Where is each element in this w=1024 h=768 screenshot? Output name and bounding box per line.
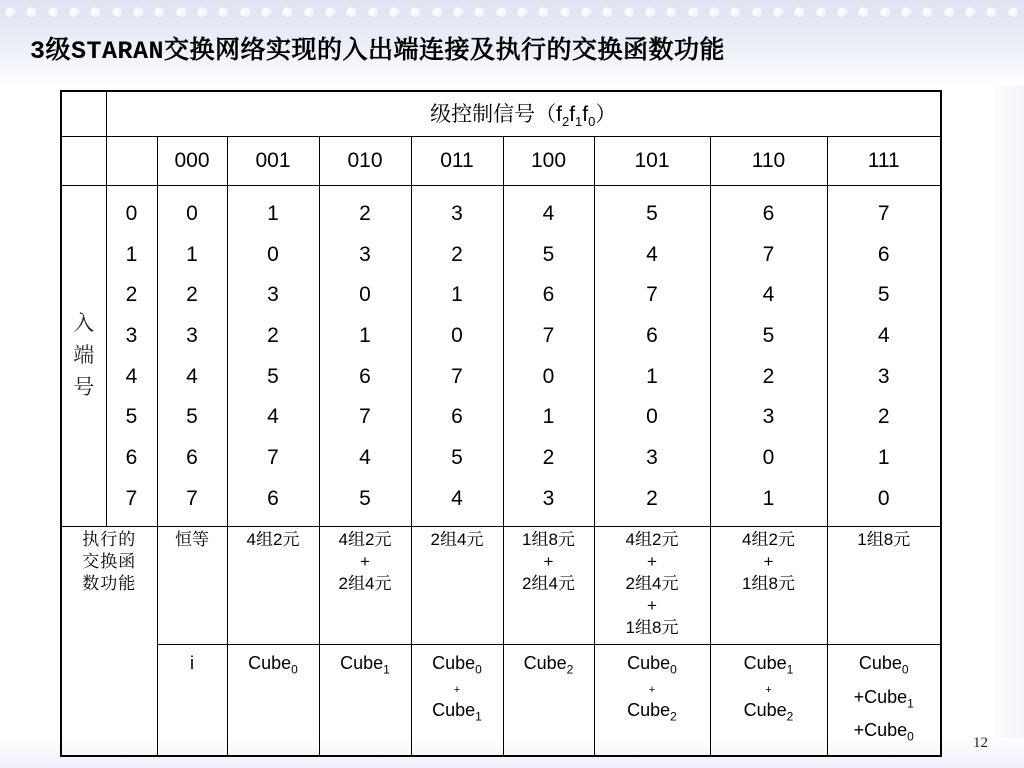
port-number: 5	[451, 446, 463, 470]
port-number: 4	[646, 242, 658, 266]
port-number: 6	[762, 202, 775, 225]
port-number: 3	[646, 446, 658, 470]
port-number: 4	[542, 202, 555, 225]
function-label: 执行的 交换函 数功能	[61, 527, 157, 757]
function-cell	[227, 527, 319, 645]
output-column	[319, 186, 411, 527]
function-text: +	[360, 552, 370, 571]
output-column	[227, 186, 319, 527]
port-number: 7	[451, 364, 463, 388]
control-signal-header: 级控制信号$(f_2f_1f_0)$	[106, 91, 941, 137]
port-number: 1	[267, 202, 279, 225]
port-number: 1	[125, 242, 138, 266]
port-number: 0	[646, 405, 658, 429]
output-column	[594, 186, 710, 527]
port-number: 1	[359, 324, 371, 348]
col-header: 101	[594, 137, 710, 186]
port-number: 2	[762, 364, 775, 388]
col-header: 011	[411, 137, 503, 186]
port-number: 3	[762, 405, 775, 429]
function-text: 2组4元	[522, 574, 575, 593]
input-port-label: 入 端 号	[61, 186, 106, 527]
cube-cell: Cube$_1$ + Cube$_2$	[710, 645, 827, 757]
port-number: 3	[542, 486, 555, 510]
cube-cell: Cube$_1$	[319, 645, 411, 757]
function-cell	[411, 527, 503, 645]
header-row-control	[61, 91, 941, 137]
port-number: 7	[125, 486, 138, 510]
port-number: 3	[359, 242, 371, 266]
input-ports-column	[106, 186, 157, 527]
port-number: 2	[451, 242, 463, 266]
permutation-row	[61, 186, 941, 527]
function-text: +	[647, 552, 657, 571]
port-number: 4	[125, 364, 138, 388]
col-header: 001	[227, 137, 319, 186]
function-text: +	[543, 552, 554, 571]
col-header: 110	[710, 137, 827, 186]
function-text: +	[763, 552, 774, 571]
port-number: 6	[542, 283, 555, 307]
function-row	[61, 527, 941, 645]
port-number: 4	[186, 364, 198, 388]
col-header: 010	[319, 137, 411, 186]
port-number: 5	[542, 242, 555, 266]
port-number: 6	[359, 364, 371, 388]
port-number: 3	[186, 324, 198, 348]
output-column	[710, 186, 827, 527]
port-number: 5	[762, 324, 775, 348]
output-column	[157, 186, 227, 527]
port-number: 0	[542, 364, 555, 388]
function-cell	[157, 527, 227, 645]
port-number: 5	[267, 364, 279, 388]
function-text: 4组2元	[625, 530, 679, 549]
cube-cell: Cube$_0$ + Cube$_1$	[411, 645, 503, 757]
col-header: 100	[503, 137, 594, 186]
function-text: 4组2元	[742, 530, 795, 549]
output-column	[827, 186, 941, 527]
function-text: +	[647, 596, 657, 615]
port-number: 2	[646, 486, 658, 510]
slide-title: 3级STARAN交换网络实现的入出端连接及执行的交换函数功能	[30, 37, 726, 66]
cube-cell: Cube$_0$	[227, 645, 319, 757]
port-number: 1	[762, 486, 775, 510]
header-row-codes	[61, 137, 941, 186]
function-cell	[319, 527, 411, 645]
port-number: 3	[267, 283, 279, 307]
port-number: 7	[762, 242, 775, 266]
port-number: 7	[542, 324, 555, 348]
port-number: 5	[359, 486, 371, 510]
side-decoration	[988, 86, 1024, 738]
port-number: 2	[877, 405, 890, 429]
port-number: 6	[646, 324, 658, 348]
cube-row	[61, 645, 941, 757]
port-number: 7	[877, 202, 890, 225]
output-column	[411, 186, 503, 527]
port-number: 1	[451, 283, 463, 307]
port-number: 0	[186, 202, 198, 225]
function-cell	[710, 527, 827, 645]
port-number: 1	[186, 242, 198, 266]
port-number: 5	[125, 405, 138, 429]
port-number: 2	[267, 324, 279, 348]
port-number: 1	[542, 405, 555, 429]
port-number: 0	[267, 242, 279, 266]
function-text: 1组8元	[522, 530, 575, 549]
port-number: 5	[186, 405, 198, 429]
cube-cell: Cube$_2$	[503, 645, 594, 757]
port-number: 7	[646, 283, 658, 307]
port-number: 3	[125, 324, 138, 348]
port-number: 1	[646, 364, 658, 388]
col-header: 000	[157, 137, 227, 186]
port-number: 6	[451, 405, 463, 429]
port-number: 1	[877, 446, 890, 470]
staran-table	[60, 90, 942, 757]
port-number: 2	[542, 446, 555, 470]
function-text: 4组2元	[338, 530, 392, 549]
port-number: 2	[186, 283, 198, 307]
port-number: 5	[646, 202, 658, 225]
cube-cell: Cube$_0$ + Cube$_2$	[594, 645, 710, 757]
port-number: 3	[451, 202, 463, 225]
port-number: 0	[877, 486, 890, 510]
dot-border	[0, 4, 1024, 20]
function-text: 1组8元	[625, 618, 679, 637]
port-number: 6	[186, 446, 198, 470]
function-cell	[827, 527, 941, 645]
port-number: 0	[762, 446, 775, 470]
port-number: 7	[186, 486, 198, 510]
port-number: 6	[267, 486, 279, 510]
port-number: 2	[359, 202, 371, 225]
output-column	[503, 186, 594, 527]
port-number: 5	[877, 283, 890, 307]
port-number: 4	[359, 446, 371, 470]
port-number: 4	[267, 405, 279, 429]
cube-cell: i	[157, 645, 227, 757]
port-number: 7	[267, 446, 279, 470]
port-number: 0	[451, 324, 463, 348]
cube-cell: Cube$_0$ +Cube$_1$ +Cube$_0$	[827, 645, 941, 757]
function-text: 1组8元	[857, 530, 911, 549]
function-text: 2组4元	[430, 530, 484, 549]
port-number: 3	[877, 364, 890, 388]
function-text: 4组2元	[246, 530, 300, 549]
page-number: 12	[973, 735, 988, 751]
port-number: 4	[877, 324, 890, 348]
port-number: 4	[451, 486, 463, 510]
port-number: 2	[125, 283, 138, 307]
port-number: 0	[125, 202, 138, 225]
function-text: 1组8元	[742, 574, 795, 593]
port-number: 6	[125, 446, 138, 470]
port-number: 4	[762, 283, 775, 307]
function-cell	[594, 527, 710, 645]
function-cell	[503, 527, 594, 645]
function-text: 恒等	[175, 530, 209, 549]
port-number: 6	[877, 242, 890, 266]
function-text: 2组4元	[625, 574, 679, 593]
port-number: 0	[359, 283, 371, 307]
col-header: 111	[827, 137, 941, 186]
port-number: 7	[359, 405, 371, 429]
function-text: 2组4元	[338, 574, 392, 593]
